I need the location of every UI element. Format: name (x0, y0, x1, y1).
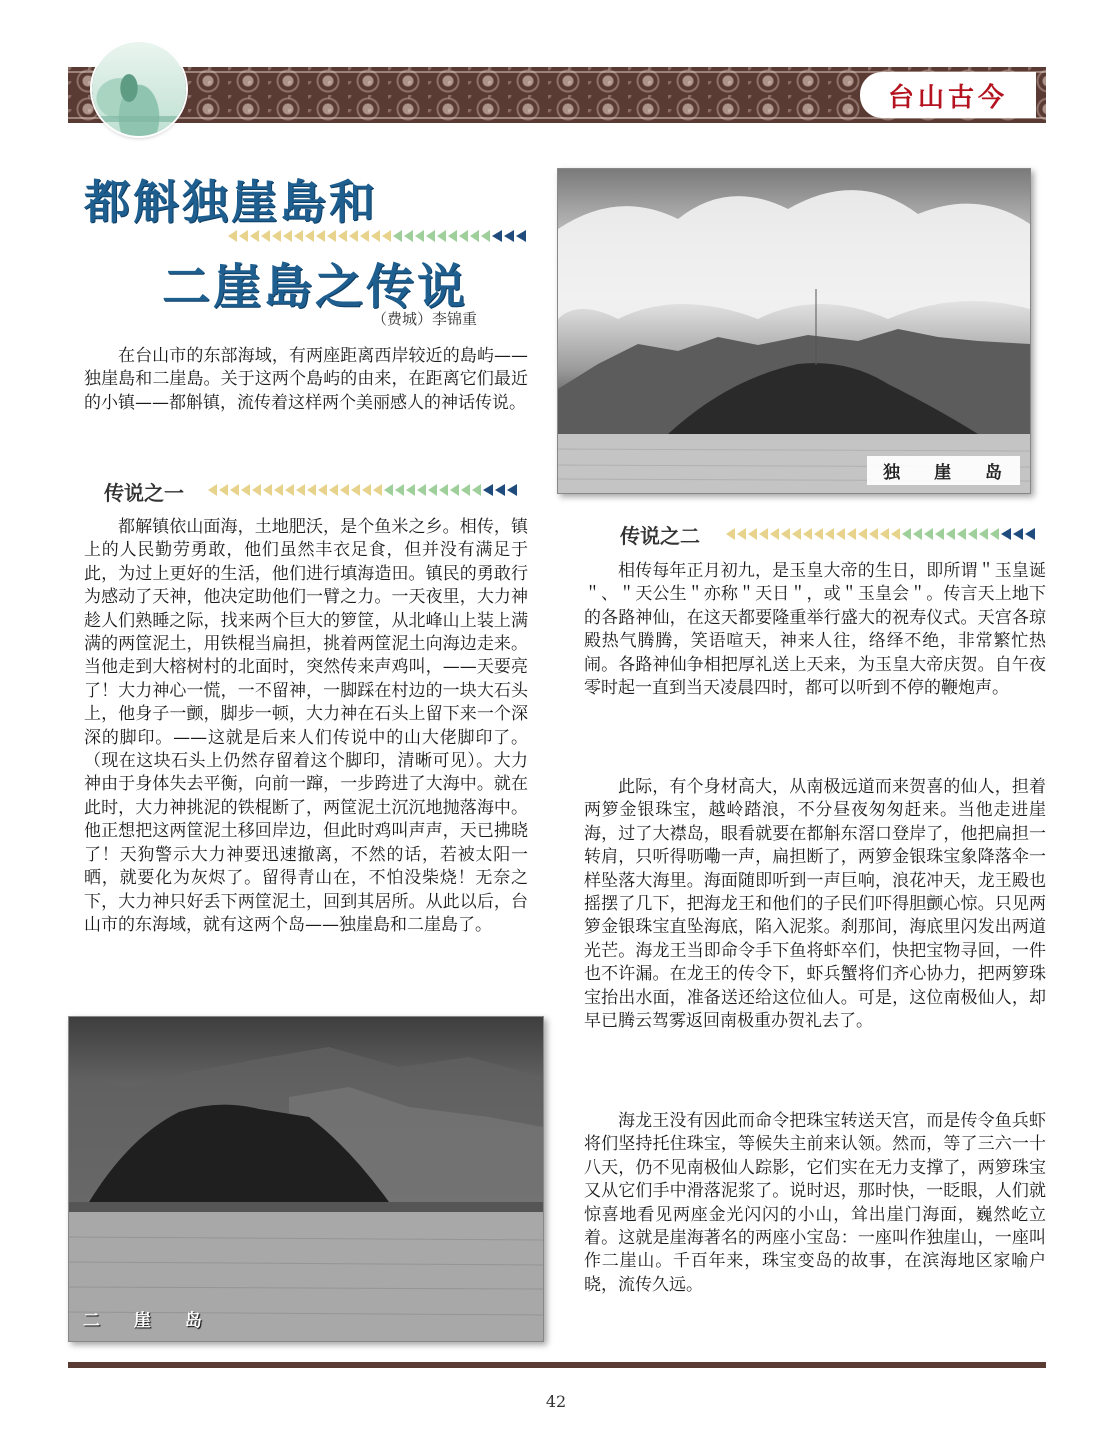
triangle-ornament-icon (504, 230, 514, 242)
triangle-ornament-icon (470, 230, 479, 242)
triangle-ornament-icon (869, 528, 878, 540)
triangle-ornament-icon (437, 230, 446, 242)
legend1-heading: 传说之一 (104, 481, 184, 505)
title-divider (228, 229, 528, 243)
triangle-ornament-icon (404, 230, 413, 242)
triangle-ornament-icon (781, 528, 790, 540)
triangle-ornament-icon (428, 484, 437, 496)
triangle-ornament-icon (495, 484, 505, 496)
tree-icon (114, 72, 144, 112)
triangle-ornament-icon (935, 528, 944, 540)
triangle-ornament-icon (516, 230, 526, 242)
triangle-ornament-icon (382, 230, 391, 242)
triangle-ornament-icon (360, 230, 369, 242)
triangle-ornament-icon (880, 528, 889, 540)
triangle-ornament-icon (329, 484, 338, 496)
triangle-ornament-icon (957, 528, 966, 540)
triangle-ornament-icon (373, 484, 382, 496)
footer-rule (68, 1362, 1046, 1368)
landscape-logo (92, 42, 186, 136)
triangle-ornament-icon (349, 230, 358, 242)
triangle-ornament-icon (461, 484, 470, 496)
byline: （费城）李锦重 (372, 310, 478, 328)
triangle-ornament-icon (307, 484, 316, 496)
triangle-ornament-icon (228, 230, 237, 242)
triangle-ornament-icon (459, 230, 468, 242)
triangle-ornament-icon (250, 230, 259, 242)
triangle-ornament-icon (913, 528, 922, 540)
photo-er-ya-island-caption: 二 崖 岛 (83, 1311, 216, 1331)
article-title-line-1: 都斛独崖島和 (84, 175, 378, 229)
triangle-ornament-icon (239, 230, 248, 242)
legend2-paragraph-2: 此际，有个身材高大，从南极远道而来贺喜的仙人，担着两箩金银珠宝，越岭踏浪，不分昼夜匆匆赶来。当他走进崖海，过了大襟岛，眼看就要在都斛东滘口登岸了，他把扁担一转肩，只听得呖嘞一声，扁担断了，两箩金银珠宝象降落伞一样坠落大海里。海面随即听到一声巨响，浪花冲天，龙王殿也摇摆了几下，把海龙王和他们的子民们吓得胆颤心惊。只见两箩金银珠宝直坠海底，陷入泥浆。刹那间，海底里闪发出两道光芒。海龙王当即命令手下鱼将虾卒们，快把宝物寻回，一件也不许漏。在龙王的传令下，虾兵蟹将们齐心协力，把两箩珠宝抬出水面，准备送还给这位仙人。可是，这位南极仙人，却早已腾云驾雾返回南极重办贺礼去了。 (584, 777, 1046, 1032)
legend2-paragraph-1: 相传每年正月初九，是玉皇大帝的生日，即所谓＂玉皇诞＂、＂天公生＂亦称＂天日＂，或＂玉皇会＂。传言天上地下的各路神仙，在这天都要隆重举行盛大的祝寿仪式。天宫各琼殿热气腾腾，笑语喧天，神来人往，络绎不绝，非常繁忙热闹。各路神仙争相把厚礼送上天来，为玉皇大帝庆贺。自午夜零时起一直到当天凌晨四时，都可以听到不停的鞭炮声。 (584, 561, 1046, 699)
triangle-ornament-icon (384, 484, 393, 496)
triangle-ornament-icon (296, 484, 305, 496)
intro-paragraph: 在台山市的东部海域，有两座距离西岸较近的島屿——独崖島和二崖島。关于这两个島屿的由来，在距离它们最近的小镇——都斛镇，流传着这样两个美丽感人的神话传说。 (84, 346, 528, 413)
triangle-ornament-icon (792, 528, 801, 540)
triangle-ornament-icon (946, 528, 955, 540)
triangle-ornament-icon (814, 528, 823, 540)
triangle-ornament-icon (891, 528, 900, 540)
triangle-ornament-icon (305, 230, 314, 242)
triangle-ornament-icon (507, 484, 517, 496)
triangle-ornament-icon (318, 484, 327, 496)
triangle-ornament-icon (924, 528, 933, 540)
legend1-divider (208, 483, 526, 497)
triangle-ornament-icon (439, 484, 448, 496)
triangle-ornament-icon (406, 484, 415, 496)
section-tag: 台山古今 (860, 72, 1036, 118)
triangle-ornament-icon (230, 484, 239, 496)
triangle-ornament-icon (472, 484, 481, 496)
triangle-ornament-icon (261, 230, 270, 242)
triangle-ornament-icon (351, 484, 360, 496)
triangle-ornament-icon (448, 230, 457, 242)
triangle-ornament-icon (327, 230, 336, 242)
triangle-ornament-icon (726, 528, 735, 540)
triangle-ornament-icon (847, 528, 856, 540)
triangle-ornament-icon (825, 528, 834, 540)
triangle-ornament-icon (395, 484, 404, 496)
triangle-ornament-icon (338, 230, 347, 242)
photo-du-ya-island-caption: 独 崖 岛 (867, 456, 1020, 485)
triangle-ornament-icon (450, 484, 459, 496)
triangle-ornament-icon (371, 230, 380, 242)
triangle-ornament-icon (417, 484, 426, 496)
legend2-heading: 传说之二 (620, 524, 700, 548)
triangle-ornament-icon (393, 230, 402, 242)
triangle-ornament-icon (252, 484, 261, 496)
triangle-ornament-icon (990, 528, 999, 540)
triangle-ornament-icon (902, 528, 911, 540)
triangle-ornament-icon (426, 230, 435, 242)
triangle-ornament-icon (283, 230, 292, 242)
triangle-ornament-icon (272, 230, 281, 242)
triangle-ornament-icon (362, 484, 371, 496)
triangle-ornament-icon (836, 528, 845, 540)
article-title-line-2: 二崖島之传说 (162, 259, 469, 315)
triangle-ornament-icon (294, 230, 303, 242)
triangle-ornament-icon (968, 528, 977, 540)
triangle-ornament-icon (274, 484, 283, 496)
triangle-ornament-icon (1013, 528, 1023, 540)
triangle-ornament-icon (759, 528, 768, 540)
triangle-ornament-icon (263, 484, 272, 496)
triangle-ornament-icon (492, 230, 502, 242)
triangle-ornament-icon (219, 484, 228, 496)
triangle-ornament-icon (748, 528, 757, 540)
water-icon (92, 116, 186, 122)
triangle-ornament-icon (737, 528, 746, 540)
photo-du-ya-island (557, 168, 1031, 494)
triangle-ornament-icon (241, 484, 250, 496)
triangle-ornament-icon (803, 528, 812, 540)
triangle-ornament-icon (483, 484, 493, 496)
triangle-ornament-icon (340, 484, 349, 496)
photo-du-ya-island-scene (558, 169, 1030, 493)
triangle-ornament-icon (316, 230, 325, 242)
photo-er-ya-island-scene (69, 1017, 543, 1341)
triangle-ornament-icon (208, 484, 217, 496)
triangle-ornament-icon (285, 484, 294, 496)
page-number: 42 (545, 1392, 567, 1411)
triangle-ornament-icon (481, 230, 490, 242)
legend2-divider (726, 527, 1044, 541)
photo-er-ya-island (68, 1016, 544, 1342)
legend2-paragraph-3: 海龙王没有因此而命令把珠宝转送天宫，而是传令鱼兵虾将们坚持托住珠宝，等候失主前来认领。然而，等了三六一十八天，仍不见南极仙人踪影，它们实在无力支撑了，两箩珠宝又从它们手中滑落泥浆了。说时迟，那时快，一眨眼，人们就惊喜地看见两座金光闪闪的小山，耸出崖门海面，巍然屹立着。这就是崖海著名的两座小宝岛：一座叫作独崖山，一座叫作二崖山。千百年来，珠宝变岛的故事，在滨海地区家喻户晓，流传久远。 (584, 1111, 1046, 1295)
triangle-ornament-icon (1025, 528, 1035, 540)
legend1-paragraph: 都解镇依山面海，土地肥沃，是个鱼米之乡。相传，镇上的人民勤劳勇敢，他们虽然丰衣足食，但并没有满足于此，为过上更好的生活，他们进行填海造田。镇民的勇敢行为感动了天神，他决定助他们一臂之力。一天夜里，大力神趁人们熟睡之际，找来两个巨大的箩筐，从北峰山上装上满满的两筐泥土，用铁棍当扁担，挑着两筐泥土向海边走来。当他走到大榕树村的北面时，突然传来声鸡叫，——天要亮了！大力神心一慌，一不留神，一脚踩在村边的一块大石头上，他身子一颤，脚步一顿，大力神在石头上留下来一个深深的脚印。——这就是后来人们传说中的山大佬脚印了。（现在这块石头上仍然存留着这个脚印，清晰可见）。大力神由于身体失去平衡，向前一蹿，一步跨进了大海中。就在此时，大力神挑泥的铁棍断了，两筐泥土沉沉地抛落海中。他正想把这两筐泥土移回岸边，但此时鸡叫声声，天已拂晓了！天狗警示大力神要迅速撤离，不然的话，若被太阳一晒，就要化为灰烬了。留得青山在，不怕没柴烧！无奈之下，大力神只好丢下两筐泥土，回到其居所。从此以后，台山市的东海域，就有这两个岛——独崖島和二崖島了。 (84, 517, 528, 935)
triangle-ornament-icon (1001, 528, 1011, 540)
triangle-ornament-icon (858, 528, 867, 540)
triangle-ornament-icon (979, 528, 988, 540)
triangle-ornament-icon (415, 230, 424, 242)
triangle-ornament-icon (770, 528, 779, 540)
